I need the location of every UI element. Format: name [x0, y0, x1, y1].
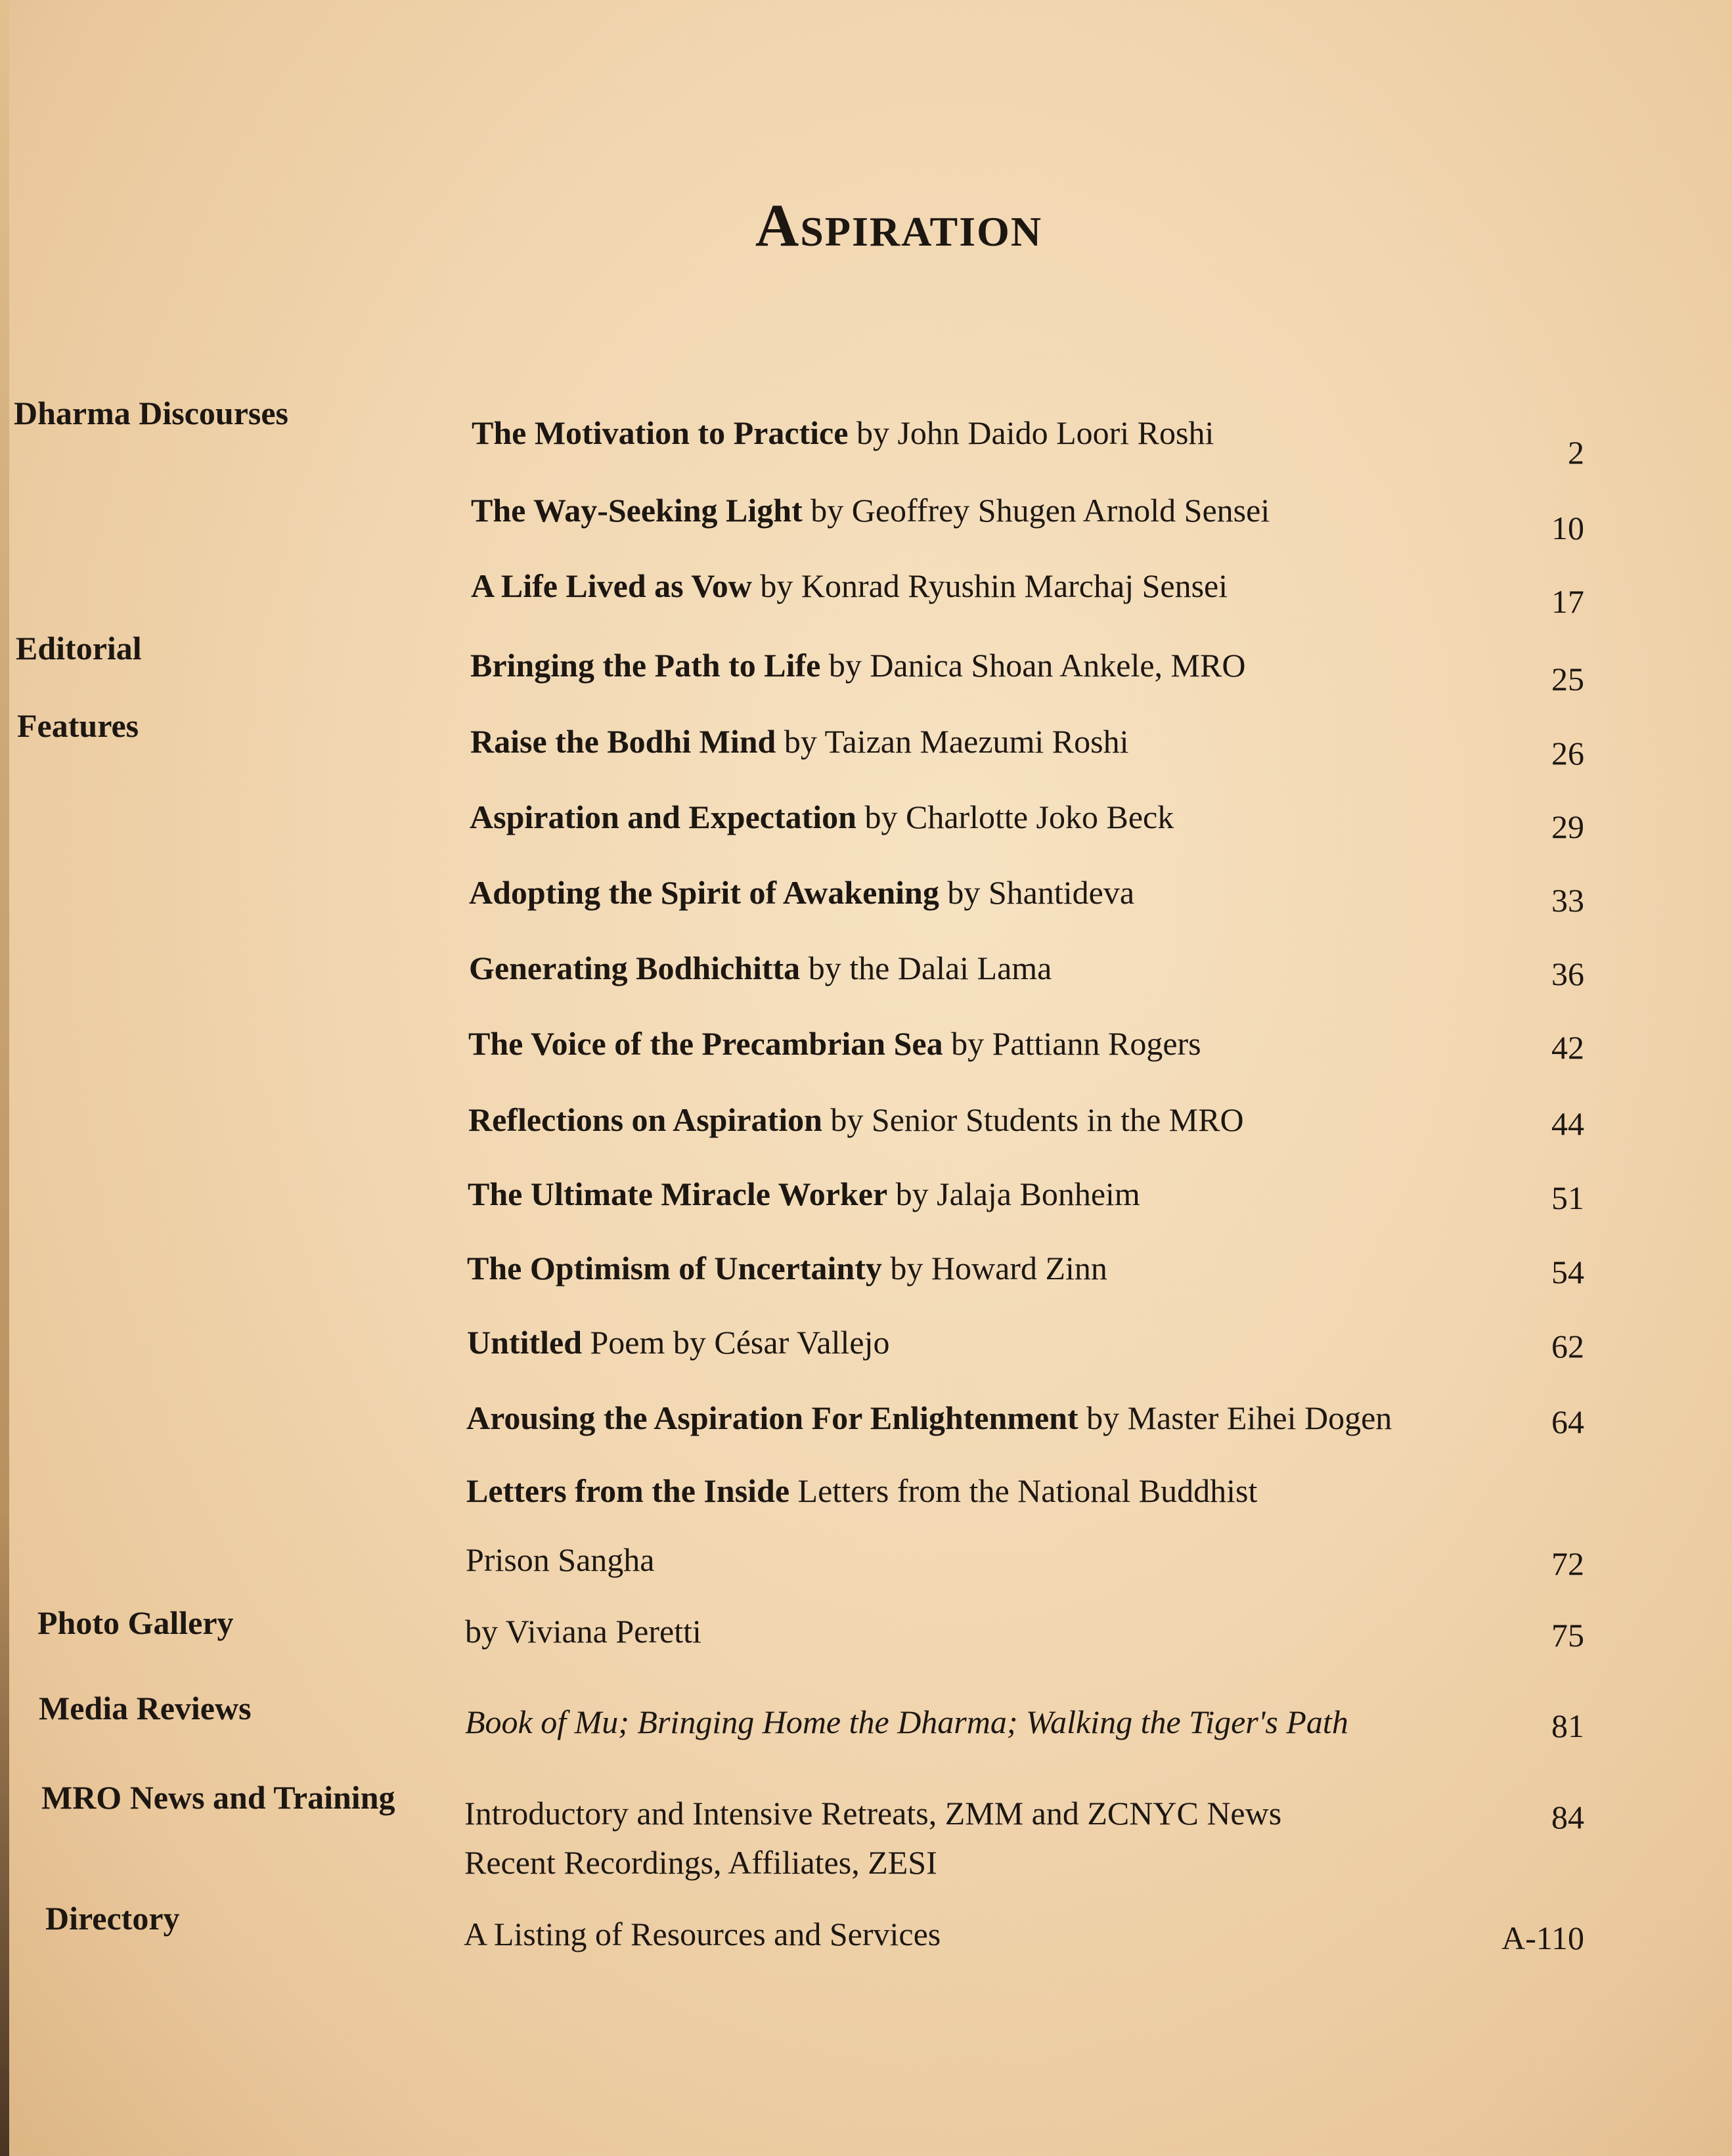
- page-number: 10: [1551, 510, 1584, 546]
- entry-author: by Konrad Ryushin Marchaj Sensei: [751, 567, 1228, 604]
- entry-author: Letters from the National Buddhist: [789, 1472, 1258, 1509]
- page-number: 51: [1551, 1179, 1584, 1216]
- entry-author: Poem by César Vallejo: [582, 1324, 890, 1361]
- entry-title: Adopting the Spirit of Awakening: [469, 874, 939, 911]
- toc-entry: [467, 1249, 1107, 1287]
- section-label: MRO News and Training: [41, 1779, 395, 1816]
- entry-author: by John Daido Loori Roshi: [848, 414, 1214, 451]
- page-number: 81: [1551, 1707, 1584, 1744]
- toc-entry: [471, 491, 1270, 529]
- toc-entry: [464, 1843, 937, 1881]
- page-binding-edge: [0, 0, 9, 2156]
- entry-author: by Jalaja Bonheim: [887, 1176, 1140, 1212]
- page-number: 75: [1551, 1617, 1584, 1654]
- toc-entry: [465, 1703, 1348, 1741]
- entry-author: by Howard Zinn: [881, 1250, 1107, 1287]
- entry-title: Letters from the Inside: [466, 1472, 790, 1509]
- entry-author: by the Dalai Lama: [800, 950, 1052, 986]
- page-number: 29: [1551, 808, 1584, 845]
- entry-title: Raise the Bodhi Mind: [470, 723, 776, 760]
- entry-author: by Pattiann Rogers: [943, 1025, 1201, 1062]
- entry-author: A Listing of Resources and Services: [464, 1916, 941, 1952]
- page-number: 62: [1551, 1328, 1584, 1365]
- entry-title: Bringing the Path to Life: [470, 647, 821, 684]
- toc-entry: [472, 414, 1214, 452]
- toc-entry: [466, 1472, 1257, 1510]
- toc-entry: [469, 949, 1052, 987]
- section-label: Dharma Discourses: [14, 395, 289, 431]
- section-label: Directory: [45, 1900, 180, 1937]
- page-number: 2: [1568, 434, 1584, 471]
- toc-entry: [466, 1399, 1392, 1437]
- toc-entry: [469, 873, 1134, 912]
- toc-entry: [470, 646, 1245, 684]
- entry-title: The Motivation to Practice: [472, 414, 849, 451]
- entry-title: The Voice of the Precambrian Sea: [468, 1025, 943, 1062]
- toc-entry: [468, 1024, 1201, 1063]
- toc-entry: [470, 798, 1174, 836]
- page-number: 64: [1551, 1403, 1584, 1440]
- entry-title: The Ultimate Miracle Worker: [468, 1176, 888, 1212]
- entry-title: The Optimism of Uncertainty: [467, 1250, 882, 1287]
- toc-entry: [465, 1612, 701, 1650]
- entry-author: Prison Sangha: [466, 1541, 655, 1578]
- entry-title: A Life Lived as Vow: [471, 567, 752, 604]
- entry-title: Reflections on Aspiration: [468, 1101, 822, 1138]
- entry-author: by Geoffrey Shugen Arnold Sensei: [802, 492, 1270, 529]
- section-label: Media Reviews: [39, 1690, 252, 1727]
- entry-author: by Charlotte Joko Beck: [856, 799, 1174, 835]
- entry-author: by Taizan Maezumi Roshi: [776, 723, 1129, 760]
- toc-entry: [464, 1915, 941, 1953]
- page-number: 42: [1551, 1029, 1584, 1066]
- entry-title: Untitled: [467, 1324, 582, 1361]
- page-number: A-110: [1501, 1920, 1584, 1956]
- section-label: Features: [17, 707, 139, 744]
- entry-title: The Way-Seeking Light: [471, 492, 803, 529]
- page-number: 72: [1551, 1545, 1584, 1582]
- section-label: Photo Gallery: [37, 1604, 234, 1641]
- page-number: 17: [1551, 583, 1584, 620]
- entry-author: by Senior Students in the MRO: [822, 1101, 1244, 1138]
- page-number: 26: [1551, 735, 1584, 772]
- toc-entry: [467, 1323, 889, 1361]
- page-number: 25: [1551, 661, 1584, 697]
- entry-author: by Viviana Peretti: [465, 1613, 701, 1650]
- entry-author: Introductory and Intensive Retreats, ZMM and ZCNYC News: [464, 1795, 1282, 1832]
- toc-entry: [470, 722, 1129, 760]
- entry-title: Arousing the Aspiration For Enlightenment: [466, 1399, 1078, 1436]
- section-label: Editorial: [16, 630, 142, 667]
- toc-entry: [471, 567, 1228, 605]
- page-number: 36: [1551, 956, 1584, 992]
- page-title: Aspiration: [755, 192, 1043, 259]
- page-number: 44: [1551, 1105, 1584, 1142]
- toc-entry: [468, 1101, 1244, 1139]
- entry-author: Recent Recordings, Affiliates, ZESI: [464, 1844, 937, 1881]
- toc-entry: [468, 1175, 1140, 1213]
- page-number: 33: [1551, 882, 1584, 919]
- page-number: 84: [1551, 1799, 1584, 1836]
- entry-author: by Shantideva: [939, 874, 1135, 911]
- entry-author: by Danica Shoan Ankele, MRO: [820, 647, 1246, 684]
- toc-entry: [464, 1794, 1281, 1832]
- page-number: 54: [1551, 1254, 1584, 1290]
- entry-author: Book of Mu; Bringing Home the Dharma; Walking the Tiger's Path: [465, 1704, 1348, 1740]
- toc-entry: [466, 1541, 655, 1579]
- entry-title: Generating Bodhichitta: [469, 950, 801, 986]
- entry-title: Aspiration and Expectation: [470, 799, 856, 835]
- entry-author: by Master Eihei Dogen: [1078, 1399, 1392, 1436]
